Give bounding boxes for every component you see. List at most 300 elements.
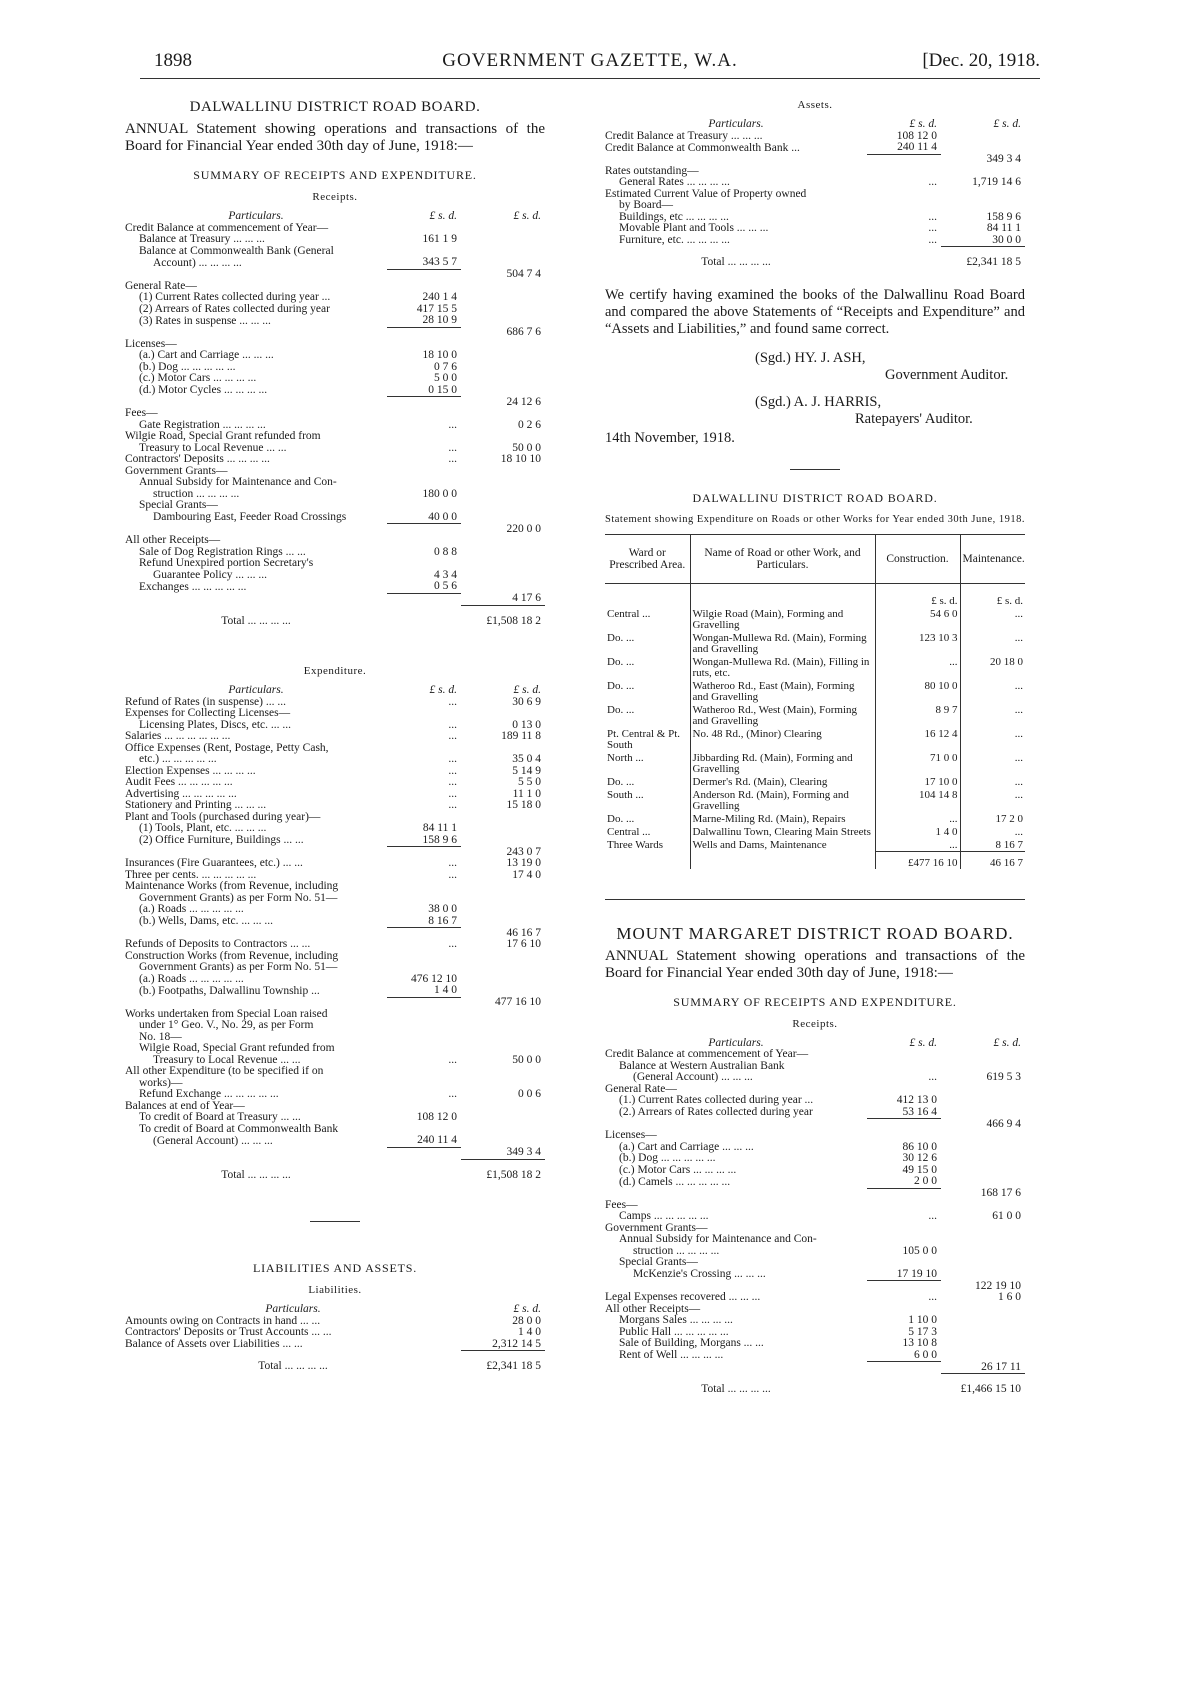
row-subtotal — [941, 1095, 1025, 1107]
row-label: Licensing Plates, Discs, etc. ... ... — [139, 719, 292, 731]
row-amount — [387, 535, 461, 547]
total-label: Total ... ... ... ... — [221, 1168, 291, 1181]
works-name: Wongan-Mullewa Rd. (Main), Forming and Gravelling — [690, 631, 875, 655]
row-label: (2) Arrears of Rates collected during year — [139, 303, 330, 315]
table-row — [125, 1066, 545, 1078]
table-row — [125, 1009, 545, 1021]
row-label: (a.) Cart and Carriage ... ... ... — [139, 350, 274, 361]
row-amount: 38 0 0 — [428, 904, 457, 915]
table-row — [125, 269, 545, 281]
row-label: Refund Exchange ... ... ... ... ... — [139, 1089, 279, 1100]
row-amount — [387, 743, 461, 755]
table-row — [125, 1032, 545, 1044]
row-label: To credit of Board at Commonwealth Bank — [139, 1123, 339, 1135]
row-label: (2.) Arrears of Rates collected during year — [619, 1106, 813, 1118]
row-label: by Board— — [619, 200, 673, 211]
table-row — [125, 974, 545, 986]
table-row — [125, 951, 545, 963]
row-amount: 108 12 0 — [416, 1112, 457, 1123]
row-amount: 1 4 0 — [387, 985, 461, 997]
dalwallinu-receipts-table — [125, 211, 545, 627]
row-amount — [867, 154, 941, 166]
certificate-date: 14th November, 1918. — [605, 429, 735, 446]
works-maintenance: ... — [960, 788, 1025, 812]
row-subtotal — [461, 281, 545, 293]
row-label: General Rates ... ... ... ... — [619, 177, 730, 188]
works-construction: 8 9 7 — [875, 703, 960, 727]
table-row — [605, 727, 1025, 751]
works-ward: Central ... — [607, 825, 651, 838]
row-amount: 40 0 0 — [387, 512, 461, 524]
row-amount: ... — [448, 419, 457, 431]
row-label: Credit Balance at commencement of Year— — [125, 222, 329, 234]
row-amount: ... — [928, 234, 937, 246]
row-label: All other Receipts— — [125, 535, 221, 546]
table-row — [125, 697, 545, 709]
row-label: Amounts owing on Contracts in hand ... ... — [125, 1315, 321, 1327]
row-subtotal — [461, 1020, 545, 1032]
mount-margaret-intro: ANNUAL Statement showing operations and transactions of the Board for Financial Year ended 30th day of June, 1918:— — [605, 947, 1025, 981]
table-row — [605, 142, 1025, 154]
row-subtotal — [461, 385, 545, 397]
row-subtotal — [461, 246, 545, 258]
row-subtotal: 50 0 0 — [512, 1054, 541, 1066]
row-amount — [867, 1200, 941, 1212]
row-subtotal: 243 0 7 — [506, 846, 541, 858]
row-subtotal — [941, 1327, 1025, 1339]
table-row — [605, 788, 1025, 812]
signature-role: Ratepayers' Auditor. — [855, 410, 973, 427]
column-head: Particulars. — [228, 685, 284, 696]
row-label — [605, 1281, 867, 1293]
row-amount — [387, 1032, 461, 1044]
row-subtotal: 15 18 0 — [506, 800, 541, 811]
table-row — [605, 1315, 1025, 1327]
row-subtotal — [941, 1315, 1025, 1327]
row-label — [125, 524, 387, 536]
row-subtotal — [461, 339, 545, 351]
row-subtotal — [941, 200, 1025, 212]
row-subtotal — [461, 951, 545, 963]
row-amount — [387, 408, 461, 420]
row-label: Wilgie Road, Special Grant refunded from — [139, 1043, 335, 1054]
table-row — [125, 223, 545, 235]
dalwallinu-expenditure-title: Expenditure. — [303, 665, 367, 677]
table-row — [125, 1078, 545, 1090]
row-amount: 5 0 0 — [434, 373, 457, 384]
row-label: Advertising ... ... ... ... ... — [125, 788, 237, 800]
table-row — [125, 708, 545, 720]
table-row — [125, 500, 545, 512]
row-amount: 1 4 0 — [518, 1327, 541, 1338]
row-label: Special Grants— — [139, 500, 218, 511]
table-row — [605, 1223, 1025, 1235]
row-amount: ... — [928, 1292, 937, 1303]
row-label: (b.) Dog ... ... ... ... ... — [619, 1153, 716, 1164]
works-maintenance: 20 18 0 — [960, 655, 1025, 679]
row-label: Public Hall ... ... ... ... ... — [619, 1326, 729, 1338]
row-label: Credit Balance at Commonwealth Bank ... — [605, 142, 800, 154]
row-label: (1) Current Rates collected during year ... — [139, 292, 331, 303]
row-label: (2) Office Furniture, Buildings ... ... — [139, 834, 304, 846]
table-row — [125, 535, 545, 547]
row-subtotal — [941, 1176, 1025, 1188]
row-subtotal — [461, 570, 545, 582]
row-subtotal: 18 10 10 — [500, 454, 541, 465]
row-label: Plant and Tools (purchased during year)— — [125, 811, 321, 823]
table-row — [605, 607, 1025, 631]
works-ward: Three Wards — [607, 838, 664, 851]
row-subtotal — [461, 234, 545, 246]
row-amount: 343 5 7 — [387, 257, 461, 269]
row-label: General Rate— — [605, 1083, 677, 1095]
row-amount — [387, 524, 461, 536]
row-amount: 108 12 0 — [896, 130, 937, 142]
table-row — [605, 1142, 1025, 1154]
units-label: £ s. d. — [960, 583, 1025, 607]
row-subtotal — [941, 1350, 1025, 1362]
liabilities-table — [125, 1304, 545, 1373]
table-row — [125, 1135, 545, 1147]
row-subtotal — [461, 581, 545, 593]
table-row — [125, 720, 545, 732]
total-label: Total ... ... ... ... — [701, 256, 771, 268]
works-ward: Do. ... — [607, 631, 635, 644]
dalwallinu-summary-title: SUMMARY OF RECEIPTS AND EXPENDITURE. — [193, 168, 477, 182]
row-label: (3) Rates in suspense ... ... ... — [139, 315, 271, 327]
works-maintenance: 8 16 7 — [960, 838, 1025, 852]
row-amount: 18 10 0 — [422, 350, 457, 361]
header-rule — [140, 78, 1040, 79]
assets-table — [605, 119, 1025, 269]
works-construction: ... — [875, 838, 960, 852]
page-number: 1898 — [154, 50, 192, 71]
row-label: Sale of Dog Registration Rings ... ... — [139, 546, 306, 558]
row-label: Sale of Building, Morgans ... ... — [619, 1338, 764, 1349]
row-subtotal — [941, 1223, 1025, 1235]
row-subtotal: 17 4 0 — [512, 869, 541, 881]
row-label: Construction Works (from Revenue, including — [125, 950, 339, 962]
table-row — [125, 777, 545, 789]
row-label: All other Receipts— — [605, 1303, 701, 1315]
signature-name: (Sgd.) A. J. HARRIS, — [755, 393, 882, 410]
row-subtotal — [461, 1032, 545, 1044]
row-label — [125, 269, 387, 281]
row-amount — [387, 431, 461, 443]
table-row — [125, 1043, 545, 1055]
row-amount — [387, 1009, 461, 1021]
column-head: £ s. d. — [909, 1037, 937, 1049]
row-amount — [867, 166, 941, 178]
works-ward: Do. ... — [607, 655, 635, 668]
row-amount — [387, 246, 461, 258]
row-subtotal: 349 3 4 — [986, 154, 1021, 165]
works-ward: South ... — [607, 788, 644, 801]
row-label: (1.) Current Rates collected during year ... — [619, 1095, 814, 1106]
row-label: Exchanges ... ... ... ... ... — [139, 581, 247, 593]
table-row — [605, 1211, 1025, 1223]
row-subtotal — [461, 974, 545, 986]
row-subtotal — [941, 189, 1025, 201]
table-row — [125, 373, 545, 385]
audit-certificate: We certify having examined the books of the Dalwallinu Road Board and compared the above Statements of “Receipts and Expenditure” and “Assets and Liabilities,” and found same correct. — [605, 286, 1025, 337]
row-amount — [387, 847, 461, 859]
row-subtotal: 1 6 0 — [998, 1292, 1021, 1303]
row-amount: ... — [928, 1211, 937, 1222]
row-subtotal — [941, 1061, 1025, 1073]
row-subtotal — [941, 1304, 1025, 1316]
works-name: Watheroo Rd., East (Main), Forming and Gravelling — [690, 679, 875, 703]
row-label: Credit Balance at Treasury ... ... ... — [605, 130, 763, 142]
row-label: Expenses for Collecting Licenses— — [125, 708, 291, 719]
row-subtotal — [461, 916, 545, 928]
row-label: Balance at Treasury ... ... ... — [139, 234, 265, 245]
row-label: Wilgie Road, Special Grant refunded from — [125, 431, 321, 442]
table-row — [605, 1338, 1025, 1350]
row-amount: 6 0 0 — [867, 1350, 941, 1362]
row-amount — [387, 397, 461, 409]
row-amount — [387, 893, 461, 905]
table-row — [605, 1084, 1025, 1096]
row-subtotal — [461, 350, 545, 362]
column-head: £ s. d. — [513, 211, 541, 222]
table-row — [125, 743, 545, 755]
works-construction: 104 14 8 — [875, 788, 960, 812]
row-subtotal: 35 0 4 — [512, 754, 541, 765]
row-label: (d.) Camels ... ... ... ... ... — [619, 1176, 731, 1188]
row-label: Stationery and Printing ... ... ... — [125, 800, 267, 811]
row-amount: ... — [928, 177, 937, 188]
table-row — [125, 362, 545, 374]
row-amount — [867, 189, 941, 201]
table-row — [605, 1188, 1025, 1200]
works-name: Watheroo Rd., West (Main), Forming and Gravelling — [690, 703, 875, 727]
row-amount: 2 0 0 — [867, 1176, 941, 1188]
works-ward: Do. ... — [607, 775, 635, 788]
row-amount — [867, 1130, 941, 1142]
row-subtotal: 1,719 14 6 — [972, 177, 1021, 188]
row-label: Government Grants— — [605, 1222, 708, 1234]
row-subtotal — [461, 1078, 545, 1090]
table-row — [125, 916, 545, 928]
row-subtotal: 349 3 4 — [506, 1147, 541, 1158]
row-amount: 28 10 9 — [387, 315, 461, 327]
row-label: Maintenance Works (from Revenue, including — [125, 881, 339, 892]
total-label: Total ... ... ... ... — [701, 1383, 771, 1395]
row-amount — [387, 1124, 461, 1136]
works-ward: North ... — [607, 751, 644, 764]
row-amount — [867, 1223, 941, 1235]
table-row — [125, 385, 545, 397]
row-label: Contractors' Deposits ... ... ... ... — [125, 454, 270, 465]
table-row — [605, 1165, 1025, 1177]
row-amount — [387, 466, 461, 478]
row-subtotal — [461, 489, 545, 501]
works-table — [605, 534, 1025, 869]
row-amount — [867, 1281, 941, 1293]
row-subtotal: 46 16 7 — [506, 927, 541, 939]
row-amount — [387, 1020, 461, 1032]
row-label: Estimated Current Value of Property owned — [605, 188, 807, 200]
row-amount — [867, 1304, 941, 1316]
row-label: Licenses— — [125, 338, 177, 350]
table-row — [605, 1269, 1025, 1281]
row-amount — [387, 812, 461, 824]
row-label: Balance of Assets over Liabilities ... ... — [125, 1338, 303, 1350]
table-row — [125, 570, 545, 582]
row-amount — [387, 269, 461, 281]
row-amount: 5 17 3 — [908, 1326, 937, 1338]
table-row — [125, 339, 545, 351]
row-label: under 1° Geo. V., No. 29, as per Form — [139, 1020, 314, 1031]
row-subtotal — [941, 1165, 1025, 1177]
row-label: Works undertaken from Special Loan raised — [125, 1008, 328, 1020]
row-subtotal — [461, 985, 545, 997]
works-ward: Do. ... — [607, 703, 635, 716]
table-row — [125, 397, 545, 409]
table-row — [125, 1327, 545, 1339]
column-head: Construction. — [875, 534, 960, 583]
table-row — [605, 1176, 1025, 1188]
total-label: Total ... ... ... ... — [221, 614, 291, 627]
works-construction: 54 6 0 — [875, 607, 960, 631]
signature-name: (Sgd.) HY. J. ASH, — [755, 349, 866, 366]
table-row — [605, 166, 1025, 178]
row-amount — [387, 500, 461, 512]
row-amount — [387, 1078, 461, 1090]
table-row — [605, 812, 1025, 825]
table-row — [605, 1200, 1025, 1212]
row-amount: 2,312 14 5 — [492, 1338, 541, 1350]
table-row — [125, 454, 545, 466]
row-amount: 0 8 8 — [434, 546, 457, 558]
row-subtotal — [461, 881, 545, 893]
row-amount: 13 10 8 — [902, 1338, 937, 1349]
row-amount: 412 13 0 — [896, 1095, 937, 1106]
row-subtotal: 220 0 0 — [506, 523, 541, 535]
row-subtotal: 11 1 0 — [512, 788, 541, 800]
row-amount: ... — [448, 696, 457, 708]
row-label: works)— — [139, 1077, 183, 1089]
table-row — [605, 1072, 1025, 1084]
row-amount — [387, 881, 461, 893]
table-row — [125, 789, 545, 801]
row-subtotal — [461, 500, 545, 512]
row-amount — [387, 327, 461, 339]
row-subtotal: 4 17 6 — [512, 593, 541, 604]
row-amount: ... — [928, 1072, 937, 1083]
table-row — [605, 1107, 1025, 1119]
works-maintenance: ... — [960, 751, 1025, 775]
row-amount — [867, 1257, 941, 1269]
row-amount: ... — [928, 223, 937, 234]
section-divider — [310, 1221, 360, 1222]
row-label: (General Account) ... ... ... — [633, 1072, 753, 1083]
row-label: Government Grants) as per Form No. 51— — [139, 892, 338, 904]
table-row — [125, 754, 545, 766]
table-row — [125, 731, 545, 743]
column-head: Maintenance. — [960, 534, 1025, 583]
row-subtotal — [941, 1200, 1025, 1212]
row-subtotal: 466 9 4 — [986, 1118, 1021, 1130]
table-row — [125, 489, 545, 501]
table-row — [125, 246, 545, 258]
row-amount: 49 15 0 — [902, 1164, 937, 1176]
row-label: Balance at Commonwealth Bank (General — [139, 245, 334, 257]
mount-margaret-receipts-table — [605, 1038, 1025, 1396]
works-name: Anderson Rd. (Main), Forming and Gravelling — [690, 788, 875, 812]
row-amount — [387, 1147, 461, 1159]
column-head: Particulars. — [265, 1304, 321, 1315]
row-label: Salaries ... ... ... ... ... ... — [125, 731, 231, 742]
works-maintenance: ... — [960, 727, 1025, 751]
row-amount — [387, 1043, 461, 1055]
works-name: Wilgie Road (Main), Forming and Gravelling — [690, 607, 875, 631]
row-amount: ... — [448, 442, 457, 454]
row-label: Office Expenses (Rent, Postage, Petty Cash, — [125, 742, 329, 754]
table-row — [125, 558, 545, 570]
table-row — [605, 1327, 1025, 1339]
table-row — [605, 212, 1025, 224]
row-label: Refund Unexpired portion Secretary's — [139, 558, 314, 569]
row-label: Credit Balance at commencement of Year— — [605, 1049, 809, 1060]
row-label — [125, 997, 387, 1009]
row-subtotal — [461, 708, 545, 720]
row-subtotal — [941, 1049, 1025, 1061]
column-head: Ward or Prescribed Area. — [605, 534, 690, 583]
table-row — [605, 655, 1025, 679]
row-label: Annual Subsidy for Maintenance and Con- — [619, 1234, 817, 1245]
row-label: Licenses— — [605, 1130, 657, 1141]
row-label: Treasury to Local Revenue ... ... — [153, 1054, 301, 1066]
table-row — [125, 292, 545, 304]
row-amount: 240 11 4 — [867, 142, 941, 154]
section-divider — [605, 899, 1025, 900]
row-amount — [387, 962, 461, 974]
total-value: £2,341 18 5 — [941, 247, 1025, 269]
table-row — [125, 928, 545, 940]
table-row — [605, 1281, 1025, 1293]
row-amount: ... — [448, 754, 457, 765]
table-row — [605, 189, 1025, 201]
table-row — [125, 327, 545, 339]
column-head: £ s. d. — [429, 685, 457, 696]
row-label: Contractors' Deposits or Trust Accounts ... ... — [125, 1327, 332, 1338]
row-label: struction ... ... ... ... — [633, 1245, 720, 1257]
row-label: (a.) Cart and Carriage ... ... ... — [619, 1141, 754, 1153]
table-row — [125, 350, 545, 362]
row-label: Rates outstanding— — [605, 165, 699, 177]
works-maintenance-total: 46 16 7 — [960, 851, 1025, 869]
row-subtotal: 84 11 1 — [986, 223, 1021, 234]
row-subtotal — [941, 1142, 1025, 1154]
row-subtotal: 189 11 8 — [501, 731, 541, 742]
left-column — [125, 95, 545, 1373]
row-label: Annual Subsidy for Maintenance and Con- — [139, 477, 337, 488]
row-subtotal — [941, 1246, 1025, 1258]
works-ward: Do. ... — [607, 812, 635, 825]
row-label: General Rate— — [125, 280, 197, 292]
row-subtotal: 61 0 0 — [992, 1211, 1021, 1222]
works-construction: 17 10 0 — [875, 775, 960, 788]
table-row — [125, 847, 545, 859]
row-label: Refund of Rates (in suspense) ... ... — [125, 696, 286, 708]
table-row — [125, 281, 545, 293]
works-construction: 1 4 0 — [875, 825, 960, 838]
row-amount — [387, 708, 461, 720]
mount-margaret-title: MOUNT MARGARET DISTRICT ROAD BOARD. — [616, 923, 1014, 943]
table-row — [125, 524, 545, 536]
